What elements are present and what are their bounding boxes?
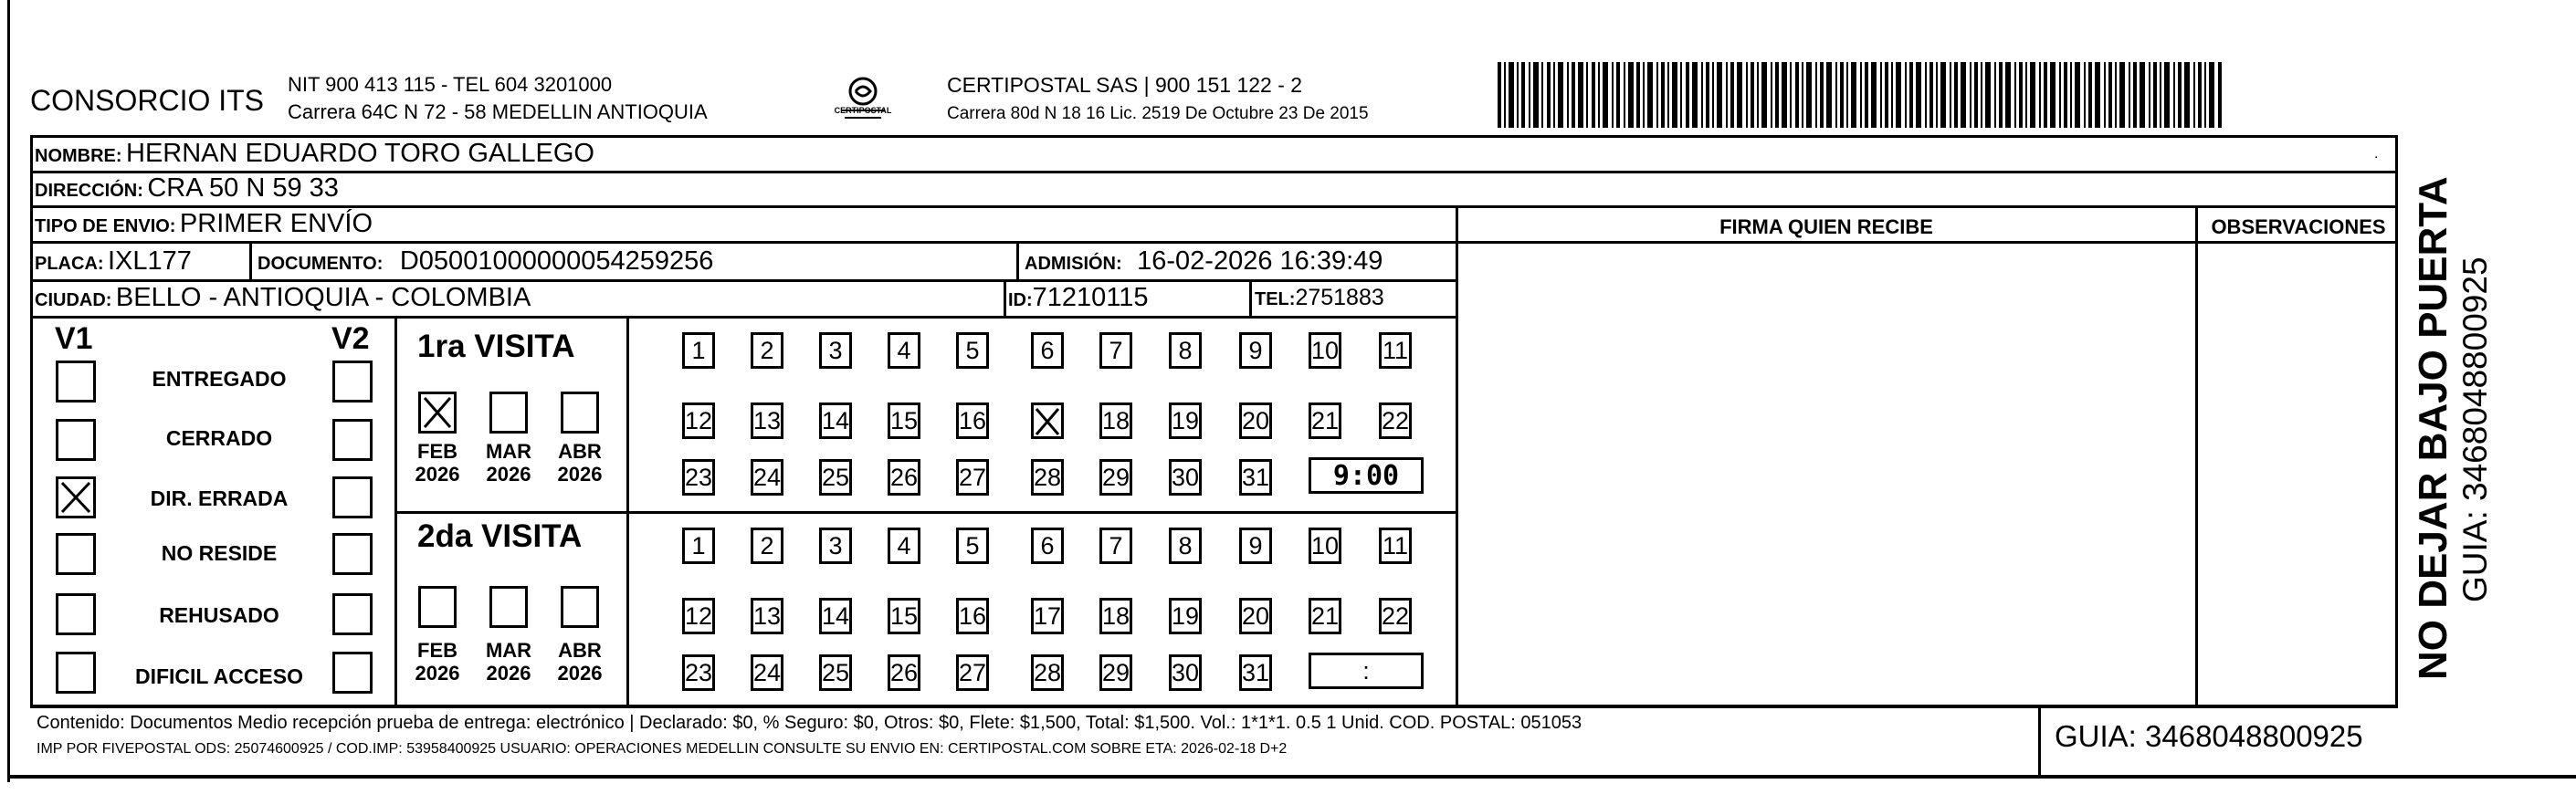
nombre-label: NOMBRE: xyxy=(35,146,122,166)
ciudad-value: BELLO - ANTIOQUIA - COLOMBIA xyxy=(115,283,531,312)
month-year: 2026 xyxy=(486,463,531,486)
month-year: 2026 xyxy=(415,463,460,486)
first-day-box[interactable]: 20 xyxy=(1239,402,1272,439)
id-row xyxy=(1008,283,1149,313)
v2-dificil-acceso-checkbox[interactable] xyxy=(332,652,373,694)
v1-label: V1 xyxy=(55,321,93,356)
col-line xyxy=(626,316,629,706)
observaciones-label: OBSERVACIONES xyxy=(2211,215,2386,238)
v2-dir-errada-checkbox[interactable] xyxy=(332,476,373,518)
second-day-box[interactable]: 17 xyxy=(1031,598,1064,634)
second-day-box[interactable]: 11 xyxy=(1379,528,1412,564)
first-day-box[interactable] xyxy=(1031,402,1064,439)
row-line xyxy=(30,171,2398,173)
first-month-feb xyxy=(409,440,466,486)
admision-row xyxy=(1025,246,1383,277)
v1-cerrado-checkbox[interactable] xyxy=(56,419,96,461)
id-value: 71210115 xyxy=(1032,283,1149,312)
second-day-box[interactable]: 18 xyxy=(1099,598,1132,634)
row-line xyxy=(30,316,1457,319)
first-day-box[interactable]: 24 xyxy=(751,459,783,496)
tipo-row xyxy=(35,209,373,239)
v2-cerrado-checkbox[interactable] xyxy=(332,419,373,461)
second-day-box[interactable]: 3 xyxy=(819,528,852,564)
col-line xyxy=(1016,241,1019,281)
first-day-box[interactable]: 3 xyxy=(819,332,852,369)
second-month-mar xyxy=(480,639,537,685)
second-day-box[interactable]: 21 xyxy=(1309,598,1341,634)
company-address: Carrera 64C N 72 - 58 MEDELLIN ANTIOQUIA xyxy=(288,100,708,123)
second-month-feb xyxy=(409,639,466,685)
status-cerrado: CERRADO xyxy=(165,426,273,450)
v2-label: V2 xyxy=(331,321,370,356)
month-year: 2026 xyxy=(557,662,603,685)
tel-value: 2751883 xyxy=(1295,285,1384,310)
tel-label: TEL: xyxy=(1255,289,1296,309)
footer-guia: GUIA: 3468048800925 xyxy=(2055,719,2363,753)
first-day-box[interactable]: 6 xyxy=(1031,332,1064,369)
barcode xyxy=(1498,62,2224,128)
first-day-box[interactable]: 21 xyxy=(1309,402,1341,439)
second-day-box[interactable]: 23 xyxy=(682,654,715,691)
ciudad-row xyxy=(35,283,531,313)
second-day-box[interactable]: 26 xyxy=(888,654,920,691)
second-day-box[interactable]: 28 xyxy=(1031,654,1064,691)
first-day-box[interactable]: 1 xyxy=(682,332,715,369)
second-day-box[interactable]: 2 xyxy=(751,528,783,564)
left-border xyxy=(7,0,10,782)
first-day-box[interactable]: 9 xyxy=(1239,332,1272,369)
month-name: FEB xyxy=(417,440,457,463)
first-day-box[interactable]: 31 xyxy=(1239,459,1272,496)
second-visit-title: 2da VISITA xyxy=(417,518,583,554)
placa-row xyxy=(35,246,192,277)
second-month-abr xyxy=(552,639,608,685)
check-x-icon xyxy=(58,479,93,516)
second-day-box[interactable]: 14 xyxy=(819,598,852,634)
first-day-box[interactable]: 11 xyxy=(1379,332,1412,369)
tipo-value: PRIMER ENVÍO xyxy=(179,209,373,238)
footer-contenido: Contenido: Documentos Medio recepción prueba de entrega: electrónico | Declarado: $0, % Seguro: $0, Otros: $0, Flete: $1,500, Total: $1,500. Vol.: 1*1*1. 0.5 1 Unid. COD. POSTAL: 051053 xyxy=(37,713,1582,733)
second-day-box[interactable]: 9 xyxy=(1239,528,1272,564)
status-entregado: ENTREGADO xyxy=(152,367,287,391)
admision-value: 16-02-2026 16:39:49 xyxy=(1137,246,1383,276)
company-name: CONSORCIO ITS xyxy=(30,84,265,117)
first-day-box[interactable]: 7 xyxy=(1099,332,1132,369)
row-line xyxy=(30,706,2398,708)
first-day-box[interactable]: 15 xyxy=(888,402,920,439)
second-day-box[interactable]: 4 xyxy=(888,528,920,564)
ciudad-label: CIUDAD: xyxy=(35,290,112,310)
first-month-abr xyxy=(552,440,608,486)
v1-dir-errada-checkbox[interactable] xyxy=(56,476,96,518)
first-day-box[interactable]: 13 xyxy=(751,402,783,439)
col-line xyxy=(1249,279,1252,318)
second-day-box[interactable]: 27 xyxy=(956,654,989,691)
second-day-box[interactable]: 15 xyxy=(888,598,920,634)
status-dir-errada: DIR. ERRADA xyxy=(150,486,289,510)
second-day-box[interactable]: 13 xyxy=(751,598,783,634)
first-time-box[interactable]: 9:00 xyxy=(1309,457,1424,494)
id-label: ID: xyxy=(1008,290,1033,310)
status-rehusado: REHUSADO xyxy=(159,603,279,627)
company-nit: NIT 900 413 115 - TEL 604 3201000 xyxy=(288,73,613,96)
first-day-box[interactable]: 5 xyxy=(956,332,989,369)
month-year: 2026 xyxy=(557,463,603,486)
second-day-box[interactable]: 8 xyxy=(1169,528,1202,564)
v1-dificil-acceso-checkbox[interactable] xyxy=(56,652,96,694)
tel-row xyxy=(1255,285,1384,311)
second-day-box[interactable]: 6 xyxy=(1031,528,1064,564)
documento-value: D05001000000054259256 xyxy=(399,246,714,276)
v1-rehusado-checkbox[interactable] xyxy=(56,593,96,635)
v1-entregado-checkbox[interactable] xyxy=(56,361,96,402)
second-day-box[interactable]: 5 xyxy=(956,528,989,564)
second-day-box[interactable]: 24 xyxy=(751,654,783,691)
dot-mark: . xyxy=(2374,146,2379,162)
certipostal-line: CERTIPOSTAL SAS | 900 151 122 - 2 xyxy=(947,73,1303,97)
first-day-box[interactable]: 18 xyxy=(1099,402,1132,439)
row-line xyxy=(394,511,1457,514)
direccion-value: CRA 50 N 59 33 xyxy=(147,173,339,203)
col-line xyxy=(1456,205,1458,707)
month-year: 2026 xyxy=(486,662,531,685)
first-month-mar xyxy=(480,440,537,486)
first-day-box[interactable]: 16 xyxy=(956,402,989,439)
first-day-box[interactable]: 23 xyxy=(682,459,715,496)
second-day-box[interactable]: 16 xyxy=(956,598,989,634)
first-day-box[interactable]: 19 xyxy=(1169,402,1202,439)
month-name: MAR xyxy=(485,440,532,463)
admision-label: ADMISIÓN: xyxy=(1025,254,1122,274)
col-line xyxy=(2195,205,2198,707)
col-line xyxy=(2038,706,2041,775)
second-feb-checkbox[interactable] xyxy=(418,586,457,628)
second-day-box[interactable]: 7 xyxy=(1099,528,1132,564)
second-day-box[interactable]: 30 xyxy=(1169,654,1202,691)
first-day-box[interactable]: 10 xyxy=(1309,332,1341,369)
first-day-box[interactable]: 4 xyxy=(888,332,920,369)
documento-label: DOCUMENTO: xyxy=(258,254,384,274)
first-day-box[interactable]: 30 xyxy=(1169,459,1202,496)
month-name: ABR xyxy=(558,440,602,463)
month-year: 2026 xyxy=(415,662,460,685)
first-day-box[interactable]: 8 xyxy=(1169,332,1202,369)
first-mar-checkbox[interactable] xyxy=(489,392,528,434)
first-day-box[interactable]: 25 xyxy=(819,459,852,496)
placa-label: PLACA: xyxy=(35,254,104,274)
v1-no-reside-checkbox[interactable] xyxy=(56,533,96,575)
nombre-value: HERNAN EDUARDO TORO GALLEGO xyxy=(126,139,594,168)
row-line xyxy=(30,279,1457,282)
month-name: ABR xyxy=(558,639,602,662)
v2-rehusado-checkbox[interactable] xyxy=(332,593,373,635)
certipostal-address: Carrera 80d N 18 16 Lic. 2519 De Octubre 23 De 2015 xyxy=(947,104,1369,123)
second-time-box[interactable]: : xyxy=(1309,653,1424,689)
first-day-box[interactable]: 14 xyxy=(819,402,852,439)
placa-value: IXL177 xyxy=(108,246,192,276)
certipostal-logo xyxy=(836,73,890,128)
first-day-box[interactable]: 2 xyxy=(751,332,783,369)
second-day-box[interactable]: 10 xyxy=(1309,528,1341,564)
second-day-box[interactable]: 22 xyxy=(1379,598,1412,634)
first-day-box[interactable]: 27 xyxy=(956,459,989,496)
col-line xyxy=(1004,279,1006,318)
first-visit-title: 1ra VISITA xyxy=(417,329,575,364)
row-line xyxy=(30,205,2398,208)
second-day-box[interactable]: 25 xyxy=(819,654,852,691)
first-day-box[interactable]: 12 xyxy=(682,402,715,439)
v2-entregado-checkbox[interactable] xyxy=(332,361,373,402)
direccion-row xyxy=(35,173,339,204)
bottom-border xyxy=(7,775,2576,779)
month-name: FEB xyxy=(417,639,457,662)
col-line xyxy=(249,241,252,281)
side-warning: NO DEJAR BAJO PUERTA xyxy=(2411,176,2455,680)
month-name: MAR xyxy=(485,639,532,662)
first-day-box[interactable]: 28 xyxy=(1031,459,1064,496)
check-x-icon xyxy=(1034,406,1061,437)
second-day-box[interactable]: 12 xyxy=(682,598,715,634)
second-abr-checkbox[interactable] xyxy=(561,586,599,628)
firma-label: FIRMA QUIEN RECIBE xyxy=(1719,215,1933,238)
logo-text: CERTIPOSTAL xyxy=(834,106,892,115)
row-line xyxy=(30,241,2398,244)
first-day-box[interactable]: 26 xyxy=(888,459,920,496)
second-day-box[interactable]: 1 xyxy=(682,528,715,564)
v2-no-reside-checkbox[interactable] xyxy=(332,533,373,575)
second-day-box[interactable]: 19 xyxy=(1169,598,1202,634)
second-day-box[interactable]: 20 xyxy=(1239,598,1272,634)
first-day-box[interactable]: 29 xyxy=(1099,459,1132,496)
nombre-row xyxy=(35,139,594,169)
side-guia: GUIA: 3468048800925 xyxy=(2456,256,2494,602)
tipo-label: TIPO DE ENVIO: xyxy=(35,216,176,236)
first-day-box[interactable]: 22 xyxy=(1379,402,1412,439)
first-abr-checkbox[interactable] xyxy=(561,392,599,434)
status-dificil-acceso: DIFICIL ACCESO xyxy=(134,664,303,688)
direccion-label: DIRECCIÓN: xyxy=(35,181,143,201)
second-day-box[interactable]: 31 xyxy=(1239,654,1272,691)
second-day-box[interactable]: 29 xyxy=(1099,654,1132,691)
footer-imp: IMP POR FIVEPOSTAL ODS: 25074600925 / COD.IMP: 53958400925 USUARIO: OPERACIONES MEDELLIN CONSULTE SU ENVIO EN: CERTIPOSTAL.COM SOBRE ETA: 2026-02-18 D+2 xyxy=(37,741,1288,757)
first-feb-checkbox[interactable] xyxy=(418,392,457,434)
status-no-reside: NO RESIDE xyxy=(161,541,278,565)
documento-row xyxy=(258,246,713,277)
check-x-icon xyxy=(421,394,454,431)
second-mar-checkbox[interactable] xyxy=(489,586,528,628)
